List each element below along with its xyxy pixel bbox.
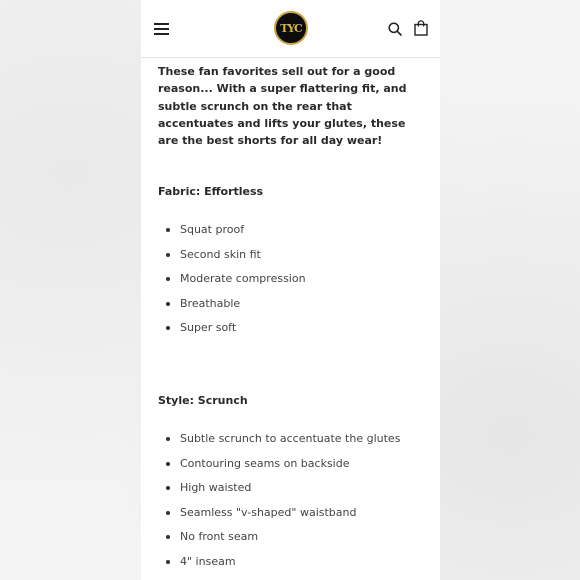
list-item: Second skin fit xyxy=(158,247,428,272)
fabric-features-list xyxy=(158,222,428,345)
style-features-list xyxy=(158,431,428,579)
list-item: No front seam xyxy=(158,529,428,554)
list-item: Squat proof xyxy=(158,222,428,247)
list-item: Contouring seams on backside xyxy=(158,456,428,481)
list-item: Subtle scrunch to accentuate the glutes xyxy=(158,431,428,456)
style-heading: Style: Scrunch xyxy=(158,394,248,407)
list-item: Super soft xyxy=(158,320,428,345)
list-item: 4" inseam xyxy=(158,554,428,579)
site-header xyxy=(141,0,440,58)
hamburger-menu-icon[interactable] xyxy=(154,23,169,35)
intro-text: These fan favorites sell out for a good reason... With a super flattering fit, and subtle scrunch on the rear that accentuates and lifts your glutes, these are the best shorts for all day wear! xyxy=(158,65,407,148)
list-item: Moderate compression xyxy=(158,271,428,296)
product-description xyxy=(158,58,428,568)
mobile-page xyxy=(141,0,440,580)
logo-text: TYC xyxy=(280,21,302,35)
list-item: High waisted xyxy=(158,480,428,505)
brand-logo[interactable] xyxy=(274,11,308,45)
shopping-bag-icon[interactable] xyxy=(414,20,428,36)
search-icon[interactable] xyxy=(388,22,402,36)
list-item: Seamless "v-shaped" waistband xyxy=(158,505,428,530)
fabric-heading: Fabric: Effortless xyxy=(158,185,264,198)
list-item: Breathable xyxy=(158,296,428,321)
